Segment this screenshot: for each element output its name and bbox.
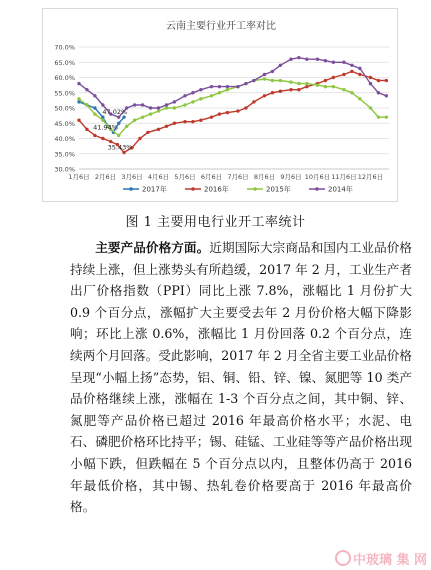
x-tick-label: 5月6日: [174, 173, 196, 181]
data-point: [93, 112, 96, 115]
data-point: [332, 85, 335, 88]
data-point: [149, 106, 152, 109]
data-point: [271, 91, 274, 94]
y-tick-label: 50.0%: [54, 104, 75, 113]
data-point: [199, 119, 202, 122]
paragraph-text: 近期国际大宗商品和国内工业品价格持续上涨，但上涨势头有所趋缓，2017 年 2 月，工业生产者出厂价格指数（PPI）同比上涨 7.8%，涨幅比 1 月份扩大 0.9 个百分点，涨幅扩大主要受去年 2 月份价格大幅下降影响；环比上涨 0.6%，涨幅比 1 月份回落 0.2 个百分点，连续两个月回落。受此影响，2017 年 2 月全省主要工业品价格呈现“小幅上扬”态势，铝、铜、铅、锌、镍、氮肥等 10 类产品价格继续上涨，涨幅在 1-3 个百分点之间，其中铜、锌、氮肥等产品价格已超过 2016 年最高价格水平；水泥、电石、磷肥价格环比持平；锡、硅锰、工业硅等等产品价格出现小幅下跌，但跌幅在 5 个百分点以内，且整体仍高于 2016 年最低价格，其中锡、热轧卷价格要高于 2016 年最高价格。: [70, 240, 413, 515]
legend-label: 2016年: [204, 185, 229, 194]
y-tick-label: 40.0%: [54, 135, 75, 143]
body-paragraph-container: [70, 237, 412, 518]
data-point: [173, 100, 176, 103]
x-tick-label: 9月6日: [280, 173, 302, 181]
data-point: [377, 79, 380, 82]
data-point: [377, 91, 380, 94]
data-point: [85, 128, 88, 131]
data-point: [133, 119, 136, 122]
x-tick-label: 2月6日: [94, 173, 117, 181]
data-point: [263, 77, 266, 80]
data-point: [199, 88, 202, 91]
legend-marker: [191, 187, 195, 191]
data-point: [183, 103, 186, 106]
data-point: [342, 73, 345, 76]
legend-marker: [253, 187, 257, 191]
data-point: [305, 82, 308, 85]
data-point: [173, 106, 176, 109]
data-point: [101, 103, 104, 106]
data-point: [218, 112, 221, 115]
data-point: [385, 79, 388, 82]
legend-label: 2017年: [142, 185, 167, 194]
data-point: [297, 88, 300, 91]
x-tick-label: 3月6日: [121, 173, 143, 181]
data-point: [358, 97, 361, 100]
paragraph-lead: 主要产品价格方面。: [95, 240, 210, 255]
data-point: [350, 91, 353, 94]
data-annotation: 47.02%: [102, 108, 128, 117]
data-point: [385, 94, 388, 97]
data-point: [305, 58, 308, 61]
data-point: [324, 59, 327, 62]
data-point: [191, 100, 194, 103]
data-point: [141, 115, 144, 118]
x-tick-label: 1月6日: [68, 173, 90, 181]
watermark-logo-icon: [335, 550, 351, 566]
watermark: [335, 549, 427, 568]
data-point: [85, 88, 88, 91]
data-point: [263, 94, 266, 97]
data-point: [183, 94, 186, 97]
data-point: [385, 115, 388, 118]
data-annotation: 41.94%: [93, 123, 118, 132]
data-point: [236, 109, 239, 112]
data-point: [157, 106, 160, 109]
x-tick-label: 10月6日: [304, 173, 331, 181]
y-tick-label: 45.0%: [54, 119, 75, 128]
data-point: [369, 76, 372, 79]
legend-marker: [315, 187, 319, 191]
data-point: [93, 134, 96, 137]
x-tick-label: 11月6日: [331, 173, 357, 181]
data-point: [289, 80, 292, 83]
data-point: [85, 103, 88, 106]
data-point: [350, 70, 353, 73]
data-point: [93, 106, 96, 109]
data-point: [117, 134, 120, 137]
data-point: [191, 91, 194, 94]
y-tick-label: 55.0%: [54, 89, 75, 98]
data-point: [271, 70, 274, 73]
data-point: [77, 100, 80, 103]
data-point: [316, 58, 319, 61]
x-tick-label: 8月6日: [253, 173, 276, 181]
data-point: [210, 85, 213, 88]
data-point: [101, 137, 104, 140]
data-point: [316, 83, 319, 86]
data-point: [377, 115, 380, 118]
data-point: [141, 103, 144, 106]
data-point: [149, 112, 152, 115]
data-point: [165, 103, 168, 106]
data-point: [101, 119, 104, 122]
data-point: [342, 61, 345, 64]
y-tick-label: 65.0%: [54, 58, 75, 67]
data-point: [125, 125, 128, 128]
x-tick-label: 4月6日: [147, 173, 170, 181]
data-point: [279, 64, 282, 67]
data-point: [271, 79, 274, 82]
data-point: [252, 100, 255, 103]
x-tick-label: 6月6日: [200, 173, 223, 181]
data-point: [350, 64, 353, 67]
watermark-text: 中玻璃 集 网: [352, 553, 427, 568]
data-point: [77, 97, 80, 100]
x-tick-label: 7月6日: [227, 173, 249, 181]
data-point: [157, 109, 160, 112]
x-tick-label: 12月6日: [357, 173, 384, 181]
data-point: [133, 103, 136, 106]
data-point: [279, 90, 282, 93]
data-point: [199, 97, 202, 100]
data-point: [358, 67, 361, 70]
data-point: [244, 82, 247, 85]
y-tick-label: 30.0%: [54, 165, 75, 174]
data-point: [358, 73, 361, 76]
y-tick-label: 60.0%: [54, 74, 75, 82]
data-point: [226, 85, 229, 88]
data-point: [297, 56, 300, 59]
data-point: [324, 79, 327, 82]
data-point: [77, 119, 80, 122]
data-point: [289, 88, 292, 91]
chart-title: 云南主要行业开工率对比: [166, 21, 276, 32]
data-point: [226, 88, 229, 91]
data-point: [138, 137, 141, 140]
data-point: [218, 91, 221, 94]
data-point: [305, 85, 308, 88]
data-point: [93, 94, 96, 97]
data-point: [157, 128, 160, 131]
data-point: [369, 82, 372, 85]
legend-marker: [129, 187, 133, 191]
data-point: [165, 106, 168, 109]
chart-container: [42, 8, 398, 202]
data-point: [369, 106, 372, 109]
y-tick-label: 70.0%: [54, 43, 75, 52]
data-point: [332, 61, 335, 64]
data-point: [210, 115, 213, 118]
body-paragraph: [70, 237, 412, 518]
figure-caption: 图 1 主要用电行业开工率统计: [125, 215, 306, 230]
data-point: [165, 125, 168, 128]
data-point: [324, 85, 327, 88]
y-tick-label: 35.0%: [54, 150, 75, 159]
data-point: [183, 120, 186, 123]
data-point: [236, 85, 239, 88]
data-point: [279, 79, 282, 82]
data-point: [244, 106, 247, 109]
legend-label: 2015年: [266, 185, 291, 194]
line-chart: [43, 9, 399, 203]
data-point: [289, 58, 292, 61]
data-point: [210, 94, 213, 97]
data-point: [252, 79, 255, 82]
data-point: [297, 82, 300, 85]
legend-label: 2014年: [328, 185, 353, 194]
data-point: [77, 82, 80, 85]
data-point: [218, 85, 221, 88]
data-point: [173, 122, 176, 125]
data-point: [146, 131, 149, 134]
data-point: [332, 76, 335, 79]
data-point: [342, 88, 345, 91]
data-point: [226, 111, 229, 114]
data-annotation: 35.43%: [107, 143, 133, 152]
data-point: [191, 120, 194, 123]
data-point: [263, 73, 266, 76]
